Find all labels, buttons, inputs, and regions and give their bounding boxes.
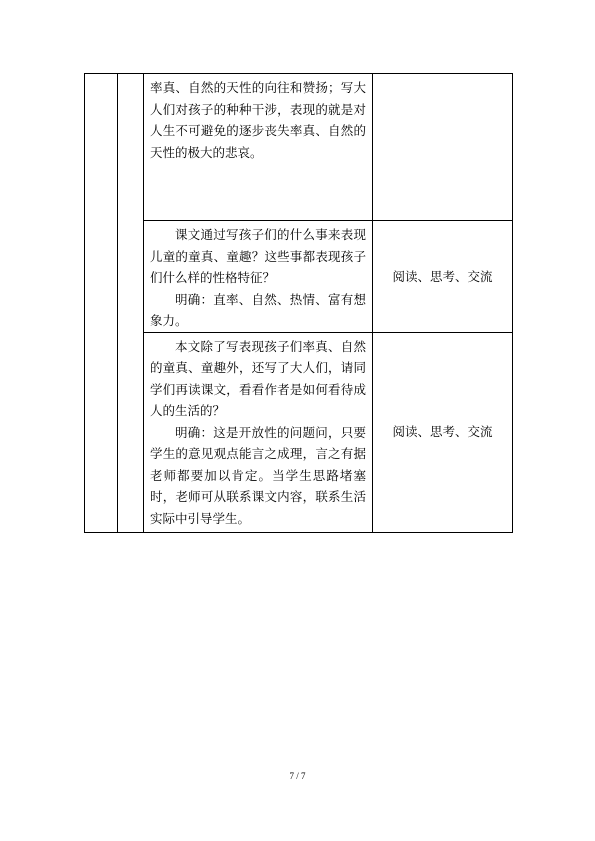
lesson-table	[84, 73, 513, 533]
content-cell-1	[144, 74, 373, 221]
table-row	[85, 74, 513, 221]
content-paragraph: 课文通过写孩子们的什么事来表现儿童的童真、童趣？这些事都表现孩子们什么样的性格特征？	[150, 227, 366, 285]
content-cell-3	[144, 332, 373, 532]
activity-cell-1	[373, 74, 513, 221]
page-number: 7 / 7	[289, 771, 306, 781]
table-row	[85, 332, 513, 532]
activity-cell-2: 阅读、思考、交流	[373, 221, 513, 333]
left-empty-column	[85, 74, 118, 533]
content-paragraph: 率真、自然的天性的向往和赞扬；写大人们对孩子的种种干涉，表现的就是对人生不可避免的逐步丧失率真、自然的天性的极大的悲哀。	[150, 80, 366, 160]
second-empty-column	[118, 74, 144, 533]
content-paragraph: 明确：直率、自然、热情、富有想象力。	[150, 291, 366, 328]
table-row	[85, 221, 513, 333]
content-paragraph: 本文除了写表现孩子们率真、自然的童真、童趣外，还写了大人们，请同学们再读课文，看看作者是如何看待成人的生活的？	[150, 338, 366, 418]
activity-cell-3: 阅读、思考、交流	[373, 332, 513, 532]
content-paragraph: 明确：这是开放性的问题问，只要学生的意见观点能言之成理，言之有据老师都要加以肯定。当学生思路堵塞时，老师可从联系课文内容，联系生活实际中引导学生。	[150, 424, 366, 526]
content-cell-2	[144, 221, 373, 333]
